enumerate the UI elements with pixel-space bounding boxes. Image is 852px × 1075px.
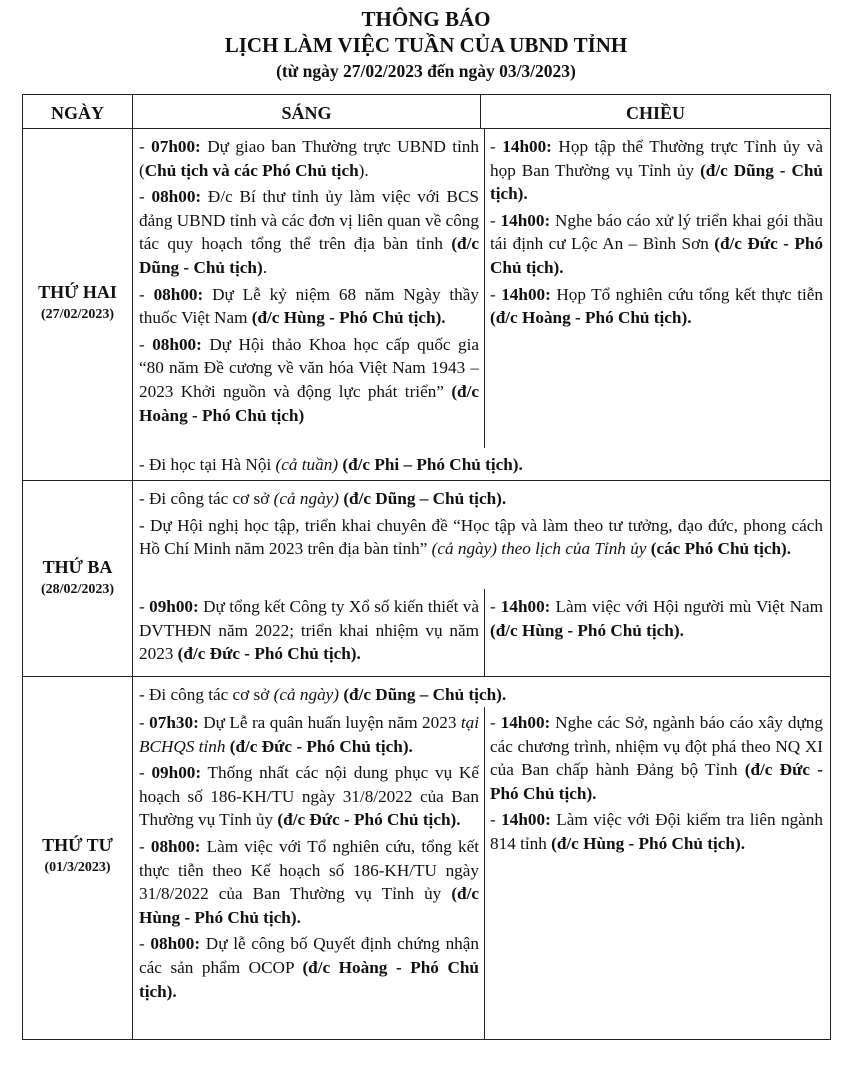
entry-text: 14h00:: [502, 137, 552, 156]
schedule-entry: [139, 453, 823, 477]
entry-text: Dự Lễ kỷ niệm 68 năm Ngày thầy thuốc Việt Nam: [139, 284, 479, 328]
entry-text: Họp tập thể Thường trực Tỉnh ủy và họp Ban Thường vụ Tỉnh ủy: [490, 137, 823, 180]
header-divider: [23, 128, 830, 129]
entry-text: - Đi học tại Hà Nội: [139, 455, 276, 474]
schedule-entry: [139, 835, 479, 929]
day-date: (01/3/2023): [44, 860, 111, 875]
entry-text: -: [139, 284, 154, 304]
entry-text: (đ/c Hoàng - Phó Chủ tịch).: [490, 308, 692, 328]
entry-text: 14h00:: [500, 597, 551, 616]
schedule-entry: [139, 333, 479, 427]
entry-text: - Dự Hội nghị học tập, triển khai chuyên đề “Học tập và làm theo tư tưởng, đạo đức, phong cách Hồ Chí Minh năm 2023 trên địa bàn tỉnh”: [139, 515, 823, 559]
entry-text: 08h00:: [150, 934, 201, 954]
schedule-entry: [490, 135, 823, 206]
day-column-divider: [132, 95, 133, 1039]
entry-text: Dự lễ công bố Quyết định chứng nhận các sản phẩm OCOP: [139, 934, 479, 977]
entry-text: (đ/c Hùng - Phó Chủ tịch).: [490, 620, 684, 640]
entry-text: Làm việc với Đội kiểm tra liên ngành 814 tỉnh: [490, 810, 823, 853]
entry-text: 07h30:: [149, 713, 199, 732]
schedule-entry: [139, 711, 479, 758]
column-header-morning: SÁNG: [281, 103, 332, 123]
wednesday-sang-chieu-divider: [484, 707, 485, 1039]
wednesday-morning-cell: [139, 711, 479, 1006]
entry-text: tại BCHQS tỉnh: [139, 713, 479, 756]
schedule-table: [22, 94, 831, 1040]
entry-text: (đ/c Hoàng - Phó Chủ tịch).: [139, 957, 479, 1001]
entry-text: (đ/c Hùng - Phó Chủ tịch).: [251, 308, 446, 328]
entry-text: Dự Hội thảo Khoa học cấp quốc gia “80 năm Đề cương về văn hóa Việt Nam 1943 – 2023 Khởi nguồn và động lực phát triển”: [139, 334, 480, 401]
entry-text: Họp Tổ nghiên cứu tổng kết thực tiễn: [550, 284, 823, 304]
monday-fullwidth-cell: [139, 453, 823, 480]
schedule-entry: [139, 761, 479, 832]
entry-text: Nghe các Sở, ngành báo cáo xây dựng các chương trình, nhiệm vụ đột phá theo NQ XI của Ban chấp hành Đảng bộ Tỉnh: [490, 713, 823, 780]
tuesday-fullwidth-cell: [139, 487, 823, 564]
entry-text: -: [490, 713, 501, 732]
entry-text: 08h00:: [151, 187, 202, 207]
entry-text: Dự giao ban Thường trực UBND tỉnh (: [139, 137, 479, 180]
schedule-entry: [490, 283, 823, 330]
entry-text: (đ/c Hùng - Phó Chủ tịch).: [551, 833, 745, 853]
entry-text: Đ/c Bí thư tỉnh ủy làm việc với BCS đảng UBND tỉnh và các đơn vị liên quan về công tác quy hoạch tổng thể trên địa bàn tỉnh: [139, 187, 479, 254]
column-header-day: NGÀY: [51, 103, 104, 123]
monday-morning-cell: [139, 135, 479, 430]
entry-text: (đ/c Dũng - Chủ tịch).: [490, 160, 823, 204]
entry-text: 14h00:: [501, 284, 551, 304]
entry-text: -: [139, 137, 152, 156]
entry-text: (đ/c Đức - Phó Chủ tịch).: [277, 810, 461, 830]
monday-divider: [23, 480, 830, 481]
monday-sang-chieu-divider: [484, 128, 485, 448]
entry-text: (đ/c Đức - Phó Chủ tịch).: [490, 760, 824, 803]
entry-text: (cả tuần): [275, 455, 339, 474]
entry-text: .: [262, 257, 267, 277]
schedule-entry: [139, 185, 479, 279]
column-header-afternoon: CHIỀU: [625, 103, 685, 123]
entry-text: (đ/c Dũng – Chủ tịch).: [343, 685, 507, 704]
entry-text: (cả ngày): [273, 685, 340, 704]
entry-text: -: [139, 334, 153, 354]
schedule-entry: [139, 135, 479, 182]
entry-text: Thống nhất các nội dung phục vụ Kế hoạch số 186-KH/TU ngày 31/8/2022 của Ban Thường vụ Tỉnh ủy: [139, 763, 479, 830]
entry-text: 08h00:: [150, 836, 201, 856]
entry-text: 07h00:: [151, 137, 201, 156]
entry-text: Làm việc với Tổ nghiên cứu, tổng kết thực tiễn theo Kế hoạch số 186-KH/TU ngày 31/8/2022 của Ban Thường vụ Tỉnh ủy: [139, 836, 479, 904]
entry-text: -: [490, 210, 501, 230]
entry-text: (cả ngày): [273, 489, 340, 508]
entry-text: -: [139, 713, 150, 732]
tuesday-divider: [23, 676, 830, 677]
schedule-entry: [139, 932, 479, 1003]
day-label-wednesday: [23, 833, 132, 879]
schedule-entry: [490, 711, 823, 805]
schedule-entry: [139, 514, 823, 561]
day-name: THỨ BA: [42, 557, 113, 577]
schedule-entry: [139, 595, 479, 666]
schedule-entry: [139, 487, 823, 511]
day-name: THỨ HAI: [38, 282, 117, 302]
entry-text: Chủ tịch và các Phó Chủ tịch: [144, 160, 359, 180]
entry-text: -: [139, 597, 150, 616]
entry-text: -: [139, 934, 151, 954]
tuesday-morning-cell: [139, 595, 479, 669]
day-name: THỨ TƯ: [42, 835, 113, 855]
entry-text: (đ/c Đức - Phó Chủ tịch).: [229, 736, 413, 756]
entry-text: (đ/c Phi – Phó Chủ tịch).: [342, 455, 523, 474]
entry-text: -: [490, 137, 503, 156]
entry-text: -: [139, 187, 152, 207]
entry-text: - Đi công tác cơ sở: [139, 489, 274, 508]
wednesday-fullwidth-cell: [139, 683, 823, 710]
wednesday-afternoon-cell: [490, 711, 823, 859]
entry-text: (đ/c Đức - Phó Chủ tịch).: [490, 234, 823, 277]
entry-text: (các Phó Chủ tịch).: [650, 539, 792, 559]
entry-text: -: [139, 763, 152, 783]
day-date: (28/02/2023): [40, 582, 115, 597]
schedule-entry: [139, 283, 479, 330]
entry-text: 08h00:: [152, 334, 202, 354]
entry-text: (đ/c Dũng – Chủ tịch).: [343, 489, 507, 508]
entry-text: Nghe báo cáo xử lý triển khai gói thầu tái định cư Lộc An – Bình Sơn: [490, 210, 823, 254]
entry-text: -: [490, 597, 501, 616]
entry-text: -: [490, 284, 502, 304]
date-range: (từ ngày 27/02/2023 đến ngày 03/3/2023): [276, 61, 576, 81]
entry-text: 14h00:: [501, 810, 551, 830]
schedule-entry: [139, 683, 823, 707]
entry-text: 14h00:: [500, 210, 551, 230]
tuesday-sang-chieu-divider: [484, 589, 485, 676]
schedule-entry: [490, 808, 823, 855]
notice-title: THÔNG BÁO: [361, 7, 491, 31]
tuesday-afternoon-cell: [490, 595, 823, 645]
entry-text: (đ/c Hoàng - Phó Chủ tịch): [139, 381, 479, 425]
schedule-entry: [490, 595, 823, 642]
monday-afternoon-cell: [490, 135, 823, 333]
day-label-monday: [23, 280, 132, 326]
entry-text: 09h00:: [151, 763, 202, 783]
day-label-tuesday: [23, 555, 132, 601]
entry-text: - Đi công tác cơ sở: [139, 685, 274, 704]
entry-text: 09h00:: [149, 597, 199, 616]
entry-text: -: [490, 810, 502, 830]
entry-text: ).: [358, 160, 369, 180]
entry-text: Dự Lễ ra quân huấn luyện năm 2023: [198, 713, 461, 732]
entry-text: Làm việc với Hội người mù Việt Nam: [550, 597, 823, 616]
entry-text: (đ/c Đức - Phó Chủ tịch).: [177, 644, 361, 664]
entry-text: 14h00:: [500, 713, 551, 732]
schedule-title: LỊCH LÀM VIỆC TUẦN CỦA UBND TỈNH: [224, 33, 628, 57]
entry-text: Dự tổng kết Công ty Xổ số kiến thiết và DVTHĐN năm 2022; triển khai nhiệm vụ năm 2023: [139, 597, 479, 664]
entry-text: (đ/c Hùng - Phó Chủ tịch).: [139, 884, 479, 927]
entry-text: -: [139, 836, 151, 856]
schedule-entry: [490, 209, 823, 280]
entry-text: 08h00:: [153, 284, 204, 304]
day-date: (27/02/2023): [40, 307, 115, 322]
entry-text: (cả ngày) theo lịch của Tỉnh ủy: [431, 539, 647, 559]
entry-text: (đ/c Dũng - Chủ tịch): [139, 234, 479, 277]
